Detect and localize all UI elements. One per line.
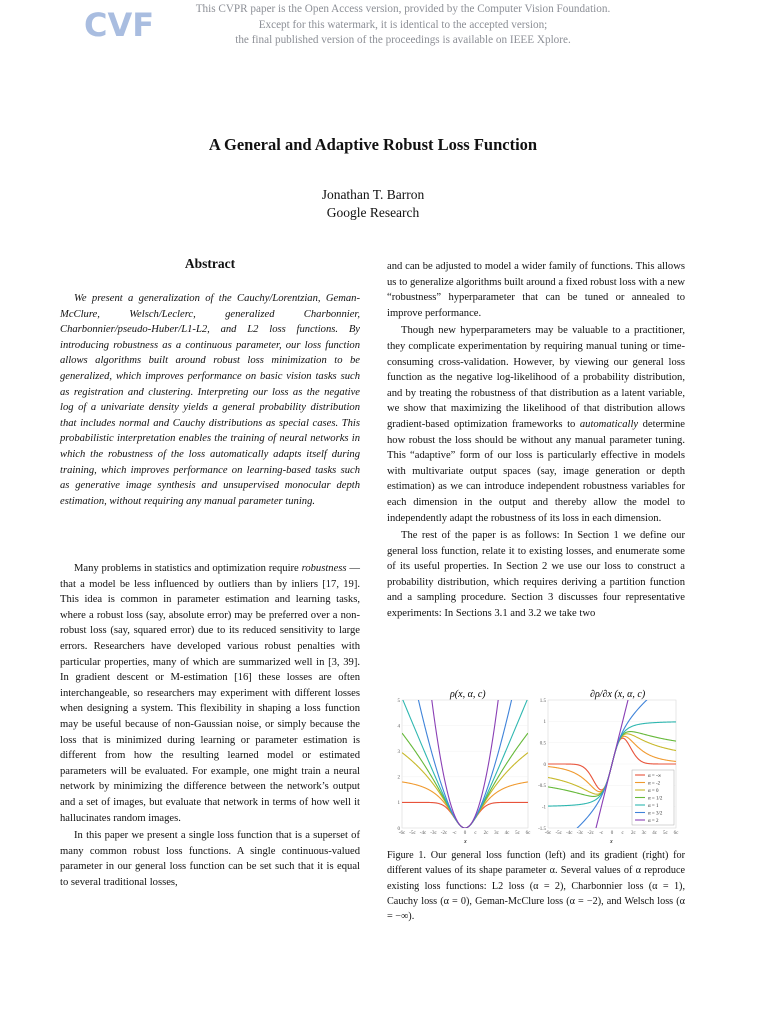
legend-label: α = 2 xyxy=(648,818,659,824)
loss-x-tick: -5c xyxy=(409,831,416,836)
grad-y-tick: 0 xyxy=(543,762,546,768)
loss-series-line xyxy=(402,802,528,828)
grad-y-tick: 1 xyxy=(543,720,546,726)
grad-x-tick: -2c xyxy=(587,831,594,836)
author-affiliation: Google Research xyxy=(326,205,420,220)
loss-series-line xyxy=(402,698,528,828)
loss-x-tick: -6c xyxy=(398,831,406,836)
watermark-line-1: This CVPR paper is the Open Access version, provided by the Computer Vision Foundation. xyxy=(195,3,611,15)
legend-label: α = 3/2 xyxy=(648,811,663,817)
loss-x-tick: -4c xyxy=(419,831,427,836)
intro-paragraph-2: In this paper we present a single loss function that is a superset of many common robust loss functions. A single continuous-valued parameter in our general loss function can be set such that it is equal to several traditional losses, xyxy=(60,830,360,888)
loss-series-line xyxy=(402,753,528,828)
grad-x-tick: -4c xyxy=(566,831,573,836)
loss-x-tick: -3c xyxy=(430,831,437,836)
grad-x-tick: 3c xyxy=(641,831,647,836)
grad-x-tick: c xyxy=(621,831,624,836)
legend-label: α = 0 xyxy=(648,788,659,794)
grad-y-tick: 0.5 xyxy=(539,741,546,747)
right-paragraph-1: and can be adjusted to model a wider family of functions. This allows us to generalize algorithms built around a fixed robust loss with a new “robustness” hyperparameter that can be tuned or annealed to improve performance. xyxy=(387,261,685,319)
grad-y-tick: -0.5 xyxy=(538,784,546,790)
right-plot-title: ∂ρ/∂x (x, α, c) xyxy=(590,689,646,700)
intro-paragraph-1: Many problems in statistics and optimization require robustness — that a model be less influenced by outliers than by inliers [17, 19]. This idea is common in parameter estimation and learning tasks, where a robust loss (say, absolute error) may be preferred over a non-robust loss (say, squared error) due to its reduced sensitivity to large errors. Researchers have developed various robust penalties with particular properties, many of which are summarized well in [3, 39]. In gradient descent or M-estimation [16] these losses are often interchangeable, so researchers may experiment with different losses when designing a system. This flexibility in shaping a loss function may be useful because of non-Gaussian noise, or simply because the loss that is minimized during learning or parameter estimation is different from how the resulting learned model or estimated parameters will be evaluated. For example, one might train a neural network by minimizing the difference between the network’s output and a set of images, but evaluate that network in terms of how well it hallucinates random images. xyxy=(60,563,360,824)
grad-x-tick: -3c xyxy=(576,831,584,836)
loss-x-tick: 3c xyxy=(494,831,499,836)
grad-y-tick: -1 xyxy=(541,805,546,811)
loss-y-tick: 2 xyxy=(397,775,400,781)
loss-y-tick: 1 xyxy=(397,801,400,807)
grad-y-tick: 1.5 xyxy=(539,698,546,704)
figure-caption: Figure 1. Our general loss function (left) and its gradient (right) for different values of its shape parameter α. Several values of α reproduce existing loss functions: L2 loss (α = 2), Charbonnier loss (α = 1), Cauchy loss (α = 0), Geman-McClure loss (α = −2), and Welsch loss (α = −∞). xyxy=(387,850,685,923)
loss-series-line xyxy=(402,733,528,828)
loss-series-line xyxy=(402,782,528,828)
figure-1 xyxy=(390,686,686,844)
right-paragraph-3: The rest of the paper is as follows: In Section 1 we define our general loss function, relate it to existing losses, and enumerate some of its useful properties. In Section 2 we use our loss to construct a probability distribution, which requires deriving a partition function and a sampling procedure. Section 3 discusses four representative experiments: In Sections 3.1 and 3.2 we take two xyxy=(387,530,685,620)
loss-x-tick: 6c xyxy=(525,831,531,836)
paper-title: A General and Adaptive Robust Loss Function xyxy=(208,135,538,154)
svg-text:CVF: CVF xyxy=(84,6,155,44)
loss-x-tick: 5c xyxy=(515,831,520,836)
loss-x-tick: -2c xyxy=(440,831,448,836)
abstract-heading: Abstract xyxy=(184,256,236,271)
grad-x-tick: 6c xyxy=(673,831,679,836)
grad-x-tick: 4c xyxy=(652,831,658,836)
left-plot-title: ρ(x, α, c) xyxy=(450,689,486,700)
legend-label: α = 1 xyxy=(648,803,659,809)
right-xlabel: x xyxy=(610,839,613,845)
watermark-line-3: the final published version of the proceedings is available on IEEE Xplore. xyxy=(235,34,571,46)
loss-y-tick: 4 xyxy=(397,724,400,730)
grad-y-tick: -1.5 xyxy=(538,826,546,832)
watermark-line-2: Except for this watermark, it is identical to the accepted version; xyxy=(258,18,548,31)
loss-y-tick: 5 xyxy=(397,698,400,704)
intro-column xyxy=(60,561,360,890)
author-block xyxy=(0,186,746,222)
loss-frame xyxy=(402,700,528,828)
grad-x-tick: -c xyxy=(599,831,604,836)
loss-y-tick: 3 xyxy=(397,750,400,755)
legend-label: α = -∞ xyxy=(648,773,662,779)
cvf-logo xyxy=(84,6,155,44)
legend-label: α = -2 xyxy=(648,781,661,787)
right-column xyxy=(387,259,685,622)
loss-series-line xyxy=(402,649,528,828)
loss-x-tick: 2c xyxy=(483,831,489,836)
grad-x-tick: -6c xyxy=(544,831,552,836)
author-name: Jonathan T. Barron xyxy=(321,187,425,202)
grad-x-tick: 0 xyxy=(610,831,614,836)
abstract-text xyxy=(60,291,360,509)
grad-x-tick: 2c xyxy=(630,831,636,836)
left-xlabel: x xyxy=(464,839,467,845)
watermark xyxy=(150,2,656,49)
loss-x-tick: 4c xyxy=(504,831,510,836)
loss-series-line xyxy=(402,649,528,828)
loss-x-tick: c xyxy=(474,831,477,836)
loss-y-tick: 0 xyxy=(397,826,400,832)
abstract-paragraph: We present a generalization of the Cauchy/Lorentzian, Geman-McClure, Welsch/Leclerc, generalized Charbonnier, Charbonnier/pseudo-Huber/L1-L2, and L2 loss functions. By introducing robustness as a continuous parameter, our loss function allows algorithms built around robust loss minimization to be generalized, which improves performance on basic vision tasks such as registration and clustering. Interpreting our loss as the negative log of a univariate density yields a general probability distribution that includes normal and Cauchy distributions as special cases. This probabilistic interpretation enables the training of neural networks in which the robustness of the loss automatically adapts itself during training, which improves performance on learning-based tasks such as generative image synthesis and unsupervised monocular depth estimation, without requiring any manual parameter tuning. xyxy=(60,293,360,507)
grad-x-tick: 5c xyxy=(662,831,668,836)
legend-label: α = 1/2 xyxy=(648,796,663,802)
loss-x-tick: -c xyxy=(452,831,457,836)
left-plot xyxy=(398,649,532,836)
grad-x-tick: -5c xyxy=(555,831,562,836)
right-paragraph-2: Though new hyperparameters may be valuable to a practitioner, they complicate experimentation by requiring manual tuning or time-consuming cross-validation. However, by viewing our general loss function as the negative log-likelihood of a probability distribution, and by treating the robustness of that distribution as a latent variable, we show that maximizing the likelihood of that distribution allows gradient-based optimization frameworks to automatically determine how robust the loss should be without any manual parameter tuning. This “adaptive” form of our loss is particularly effective in models with multivariate output spaces (say, image generation or depth estimation) as we can introduce independent robustness variables for each dimension in the output and thereby allow the model to independently adapt the robustness of its loss in each dimension. xyxy=(387,325,685,524)
loss-x-tick: 0 xyxy=(463,831,467,836)
